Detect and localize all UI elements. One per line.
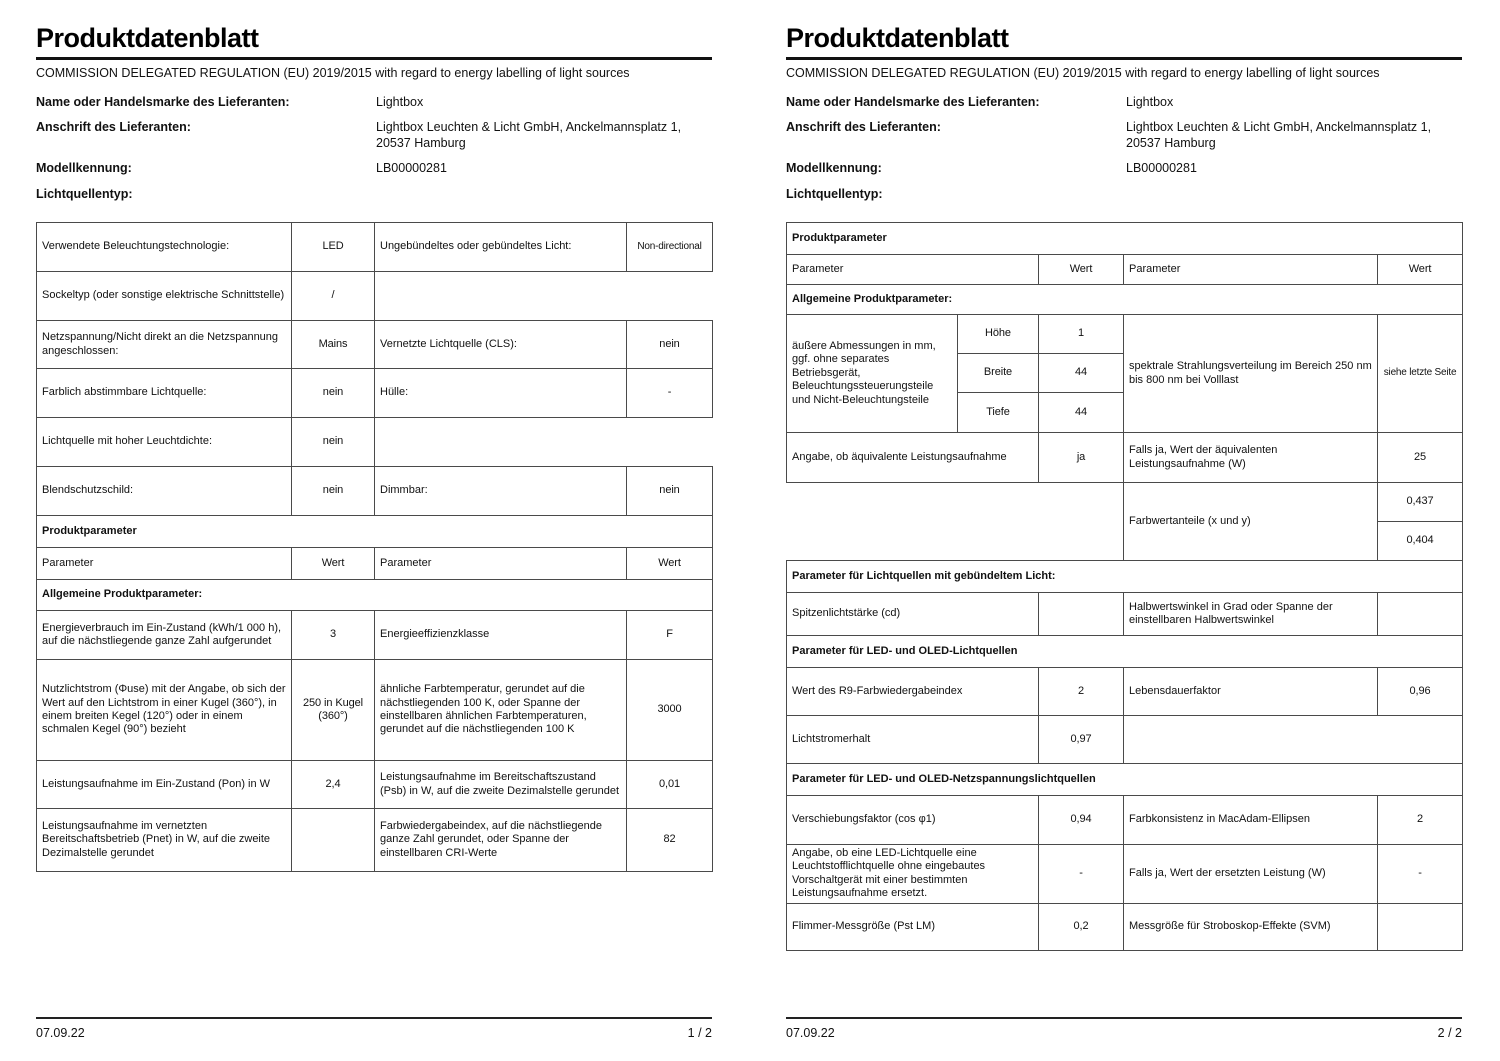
supplier-address-label: Anschrift des Lieferanten: [786, 119, 941, 134]
supplier-address-value: Lightbox Leuchten & Licht GmbH, Anckelmannsplatz 1, 20537 Hamburg [376, 119, 682, 151]
light-source-type-value [1126, 186, 1462, 202]
param-label: Leistungsaufnahme im vernetzten Bereitschaftsbetrieb (Pnet) in W, auf die zweite Dezimalstelle gerundet [37, 809, 292, 872]
supplier-name-label: Name oder Handelsmarke des Lieferanten: [36, 94, 290, 109]
param-value: - [1039, 845, 1124, 904]
supplier-name-row [786, 94, 1462, 110]
footer-date: 07.09.22 [786, 1026, 835, 1040]
column-header: Parameter [37, 548, 292, 580]
param-value: 2 [1039, 668, 1124, 716]
page-title: Produktdatenblatt [786, 23, 1009, 53]
param-value: 2 [1378, 796, 1463, 845]
light-source-type-value [376, 186, 712, 202]
param-label: Farbkonsistenz in MacAdam-Ellipsen [1124, 796, 1378, 845]
param-value: siehe letzte Seite [1378, 315, 1463, 433]
supplier-fields [36, 94, 712, 202]
page-footer [36, 1017, 712, 1040]
param-value: - [1378, 845, 1463, 904]
param-value: nein [292, 467, 375, 516]
param-value: Non-directional [627, 223, 713, 272]
empty-cell [1124, 716, 1463, 764]
page-footer [786, 1017, 1462, 1040]
supplier-address-label: Anschrift des Lieferanten: [36, 119, 191, 134]
supplier-name-value: Lightbox [376, 94, 424, 109]
column-header: Parameter [1124, 255, 1378, 285]
param-value: 2,4 [292, 761, 375, 809]
param-value: / [292, 272, 375, 321]
param-value: 3 [292, 611, 375, 660]
param-label: Angabe, ob eine LED-Lichtquelle eine Leuchtstofflichtquelle ohne eingebautes Vorschaltgerät mit einer bestimmten Leistungsaufnahme ersetzt. [787, 845, 1039, 904]
document-header [786, 24, 1462, 211]
param-value: 0,2 [1039, 903, 1124, 950]
param-value: 25 [1378, 433, 1463, 483]
param-label: Lichtstromerhalt [787, 716, 1039, 764]
param-value: 0,01 [627, 761, 713, 809]
document-header [36, 24, 712, 211]
parameters-table-page2 [786, 222, 1463, 951]
regulation-subtitle: COMMISSION DELEGATED REGULATION (EU) 2019/2015 with regard to energy labelling of light sources [36, 65, 630, 80]
param-value: F [627, 611, 713, 660]
dimension-value: 1 [1039, 315, 1124, 354]
param-label: ähnliche Farbtemperatur, gerundet auf die nächstliegenden 100 K, oder Spanne der einstellbaren ähnlichen Farbtemperaturen, gerundet auf die nächstliegenden 100 K [375, 660, 627, 761]
param-label: Leistungsaufnahme im Ein-Zustand (Pon) in W [37, 761, 292, 809]
page-title: Produktdatenblatt [36, 23, 259, 53]
param-label: Verschiebungsfaktor (cos φ1) [787, 796, 1039, 845]
model-row [36, 160, 712, 176]
section-header: Allgemeine Produktparameter: [787, 285, 1463, 315]
param-label: Farbwiedergabeindex, auf die nächstliegende ganze Zahl gerundet, oder Spanne der einstellbaren CRI-Werte [375, 809, 627, 872]
param-value: 0,97 [1039, 716, 1124, 764]
empty-region [375, 418, 713, 467]
column-header: Wert [292, 548, 375, 580]
param-label: Sockeltyp (oder sonstige elektrische Schnittstelle) [37, 272, 292, 321]
title-rule [36, 57, 712, 60]
column-header: Wert [1039, 255, 1124, 285]
column-header: Wert [1378, 255, 1463, 285]
param-value [1378, 593, 1463, 636]
param-value: 0,404 [1378, 522, 1463, 561]
section-header: Parameter für LED- und OLED-Netzspannungslichtquellen [787, 764, 1463, 796]
param-value [292, 809, 375, 872]
param-value: 0,94 [1039, 796, 1124, 845]
section-header: Allgemeine Produktparameter: [37, 580, 713, 611]
dimension-label: Höhe [958, 315, 1039, 354]
footer-page-number: 2 / 2 [1437, 1026, 1462, 1040]
model-row [786, 160, 1462, 176]
section-header: Parameter für LED- und OLED-Lichtquellen [787, 636, 1463, 668]
param-label: Blendschutzschild: [37, 467, 292, 516]
param-label: Nutzlichtstrom (Φuse) mit der Angabe, ob sich der Wert auf den Lichtstrom in einer Kugel (360°), in einem breiten Kegel (120°) oder in einem schmalen Kegel (90°) bezieht [37, 660, 292, 761]
footer-page-number: 1 / 2 [687, 1026, 712, 1040]
param-value: 0,96 [1378, 668, 1463, 716]
page-2 [750, 0, 1500, 1061]
param-label: Falls ja, Wert der äquivalenten Leistungsaufnahme (W) [1124, 433, 1378, 483]
param-label: Energieverbrauch im Ein-Zustand (kWh/1 000 h), auf die nächstliegende ganze Zahl aufgerundet [37, 611, 292, 660]
param-label: Netzspannung/Nicht direkt an die Netzspannung angeschlossen: [37, 321, 292, 369]
param-value [1039, 593, 1124, 636]
param-value: nein [627, 321, 713, 369]
param-label: Hülle: [375, 369, 627, 418]
light-source-type-row [36, 186, 712, 202]
param-label: Wert des R9-Farbwiedergabeindex [787, 668, 1039, 716]
dimension-value: 44 [1039, 354, 1124, 393]
supplier-address-row [786, 119, 1462, 152]
model-label: Modellkennung: [36, 161, 132, 176]
param-label: Verwendete Beleuchtungstechnologie: [37, 223, 292, 272]
param-label: Falls ja, Wert der ersetzten Leistung (W) [1124, 845, 1378, 904]
empty-region [787, 483, 1124, 561]
column-header: Parameter [375, 548, 627, 580]
title-rule [786, 57, 1462, 60]
param-label: Spitzenlichtstärke (cd) [787, 593, 1039, 636]
param-label: Vernetzte Lichtquelle (CLS): [375, 321, 627, 369]
light-source-type-label: Lichtquellentyp: [786, 186, 883, 201]
param-value: Mains [292, 321, 375, 369]
param-label: Leistungsaufnahme im Bereitschaftszustand (Psb) in W, auf die zweite Dezimalstelle gerundet [375, 761, 627, 809]
param-value: nein [627, 467, 713, 516]
supplier-name-value: Lightbox [1126, 94, 1174, 109]
param-value: 3000 [627, 660, 713, 761]
param-value [1378, 903, 1463, 950]
param-value: 0,437 [1378, 483, 1463, 522]
regulation-subtitle: COMMISSION DELEGATED REGULATION (EU) 2019/2015 with regard to energy labelling of light sources [786, 65, 1380, 80]
model-value: LB00000281 [376, 161, 447, 176]
supplier-name-label: Name oder Handelsmarke des Lieferanten: [786, 94, 1040, 109]
model-label: Modellkennung: [786, 161, 882, 176]
param-value: 82 [627, 809, 713, 872]
param-value: 250 in Kugel (360°) [292, 660, 375, 761]
param-label: Farblich abstimmbare Lichtquelle: [37, 369, 292, 418]
param-label: Messgröße für Stroboskop-Effekte (SVM) [1124, 903, 1378, 950]
param-value: ja [1039, 433, 1124, 483]
param-label: spektrale Strahlungsverteilung im Bereich 250 nm bis 800 nm bei Volllast [1124, 315, 1378, 433]
column-header: Parameter [787, 255, 1039, 285]
param-value: nein [292, 418, 375, 467]
param-label: Farbwertanteile (x und y) [1124, 483, 1378, 561]
light-source-type-row [786, 186, 1462, 202]
parameters-table-page1 [36, 222, 713, 872]
param-label: Ungebündeltes oder gebündeltes Licht: [375, 223, 627, 272]
section-header: Parameter für Lichtquellen mit gebündeltem Licht: [787, 561, 1463, 593]
dimension-label: Breite [958, 354, 1039, 393]
supplier-fields [786, 94, 1462, 202]
param-label: Energieeffizienzklasse [375, 611, 627, 660]
param-label: Lebensdauerfaktor [1124, 668, 1378, 716]
section-header: Produktparameter [37, 516, 713, 548]
light-source-type-label: Lichtquellentyp: [36, 186, 133, 201]
supplier-name-row [36, 94, 712, 110]
param-label: äußere Abmessungen in mm, ggf. ohne separates Betriebsgerät, Beleuchtungssteuerungsteile und Nicht-Beleuchtungsteile [787, 315, 958, 433]
supplier-address-value: Lightbox Leuchten & Licht GmbH, Anckelmannsplatz 1, 20537 Hamburg [1126, 119, 1432, 151]
dimension-label: Tiefe [958, 393, 1039, 433]
footer-date: 07.09.22 [36, 1026, 85, 1040]
param-value: nein [292, 369, 375, 418]
column-header: Wert [627, 548, 713, 580]
param-value: - [627, 369, 713, 418]
supplier-address-row [36, 119, 712, 152]
param-label: Dimmbar: [375, 467, 627, 516]
param-label: Lichtquelle mit hoher Leuchtdichte: [37, 418, 292, 467]
param-label: Flimmer-Messgröße (Pst LM) [787, 903, 1039, 950]
section-header: Produktparameter [787, 223, 1463, 255]
model-value: LB00000281 [1126, 161, 1197, 176]
dimension-value: 44 [1039, 393, 1124, 433]
param-label: Angabe, ob äquivalente Leistungsaufnahme [787, 433, 1039, 483]
param-label: Halbwertswinkel in Grad oder Spanne der einstellbaren Halbwertswinkel [1124, 593, 1378, 636]
empty-region [375, 272, 713, 321]
param-value: LED [292, 223, 375, 272]
